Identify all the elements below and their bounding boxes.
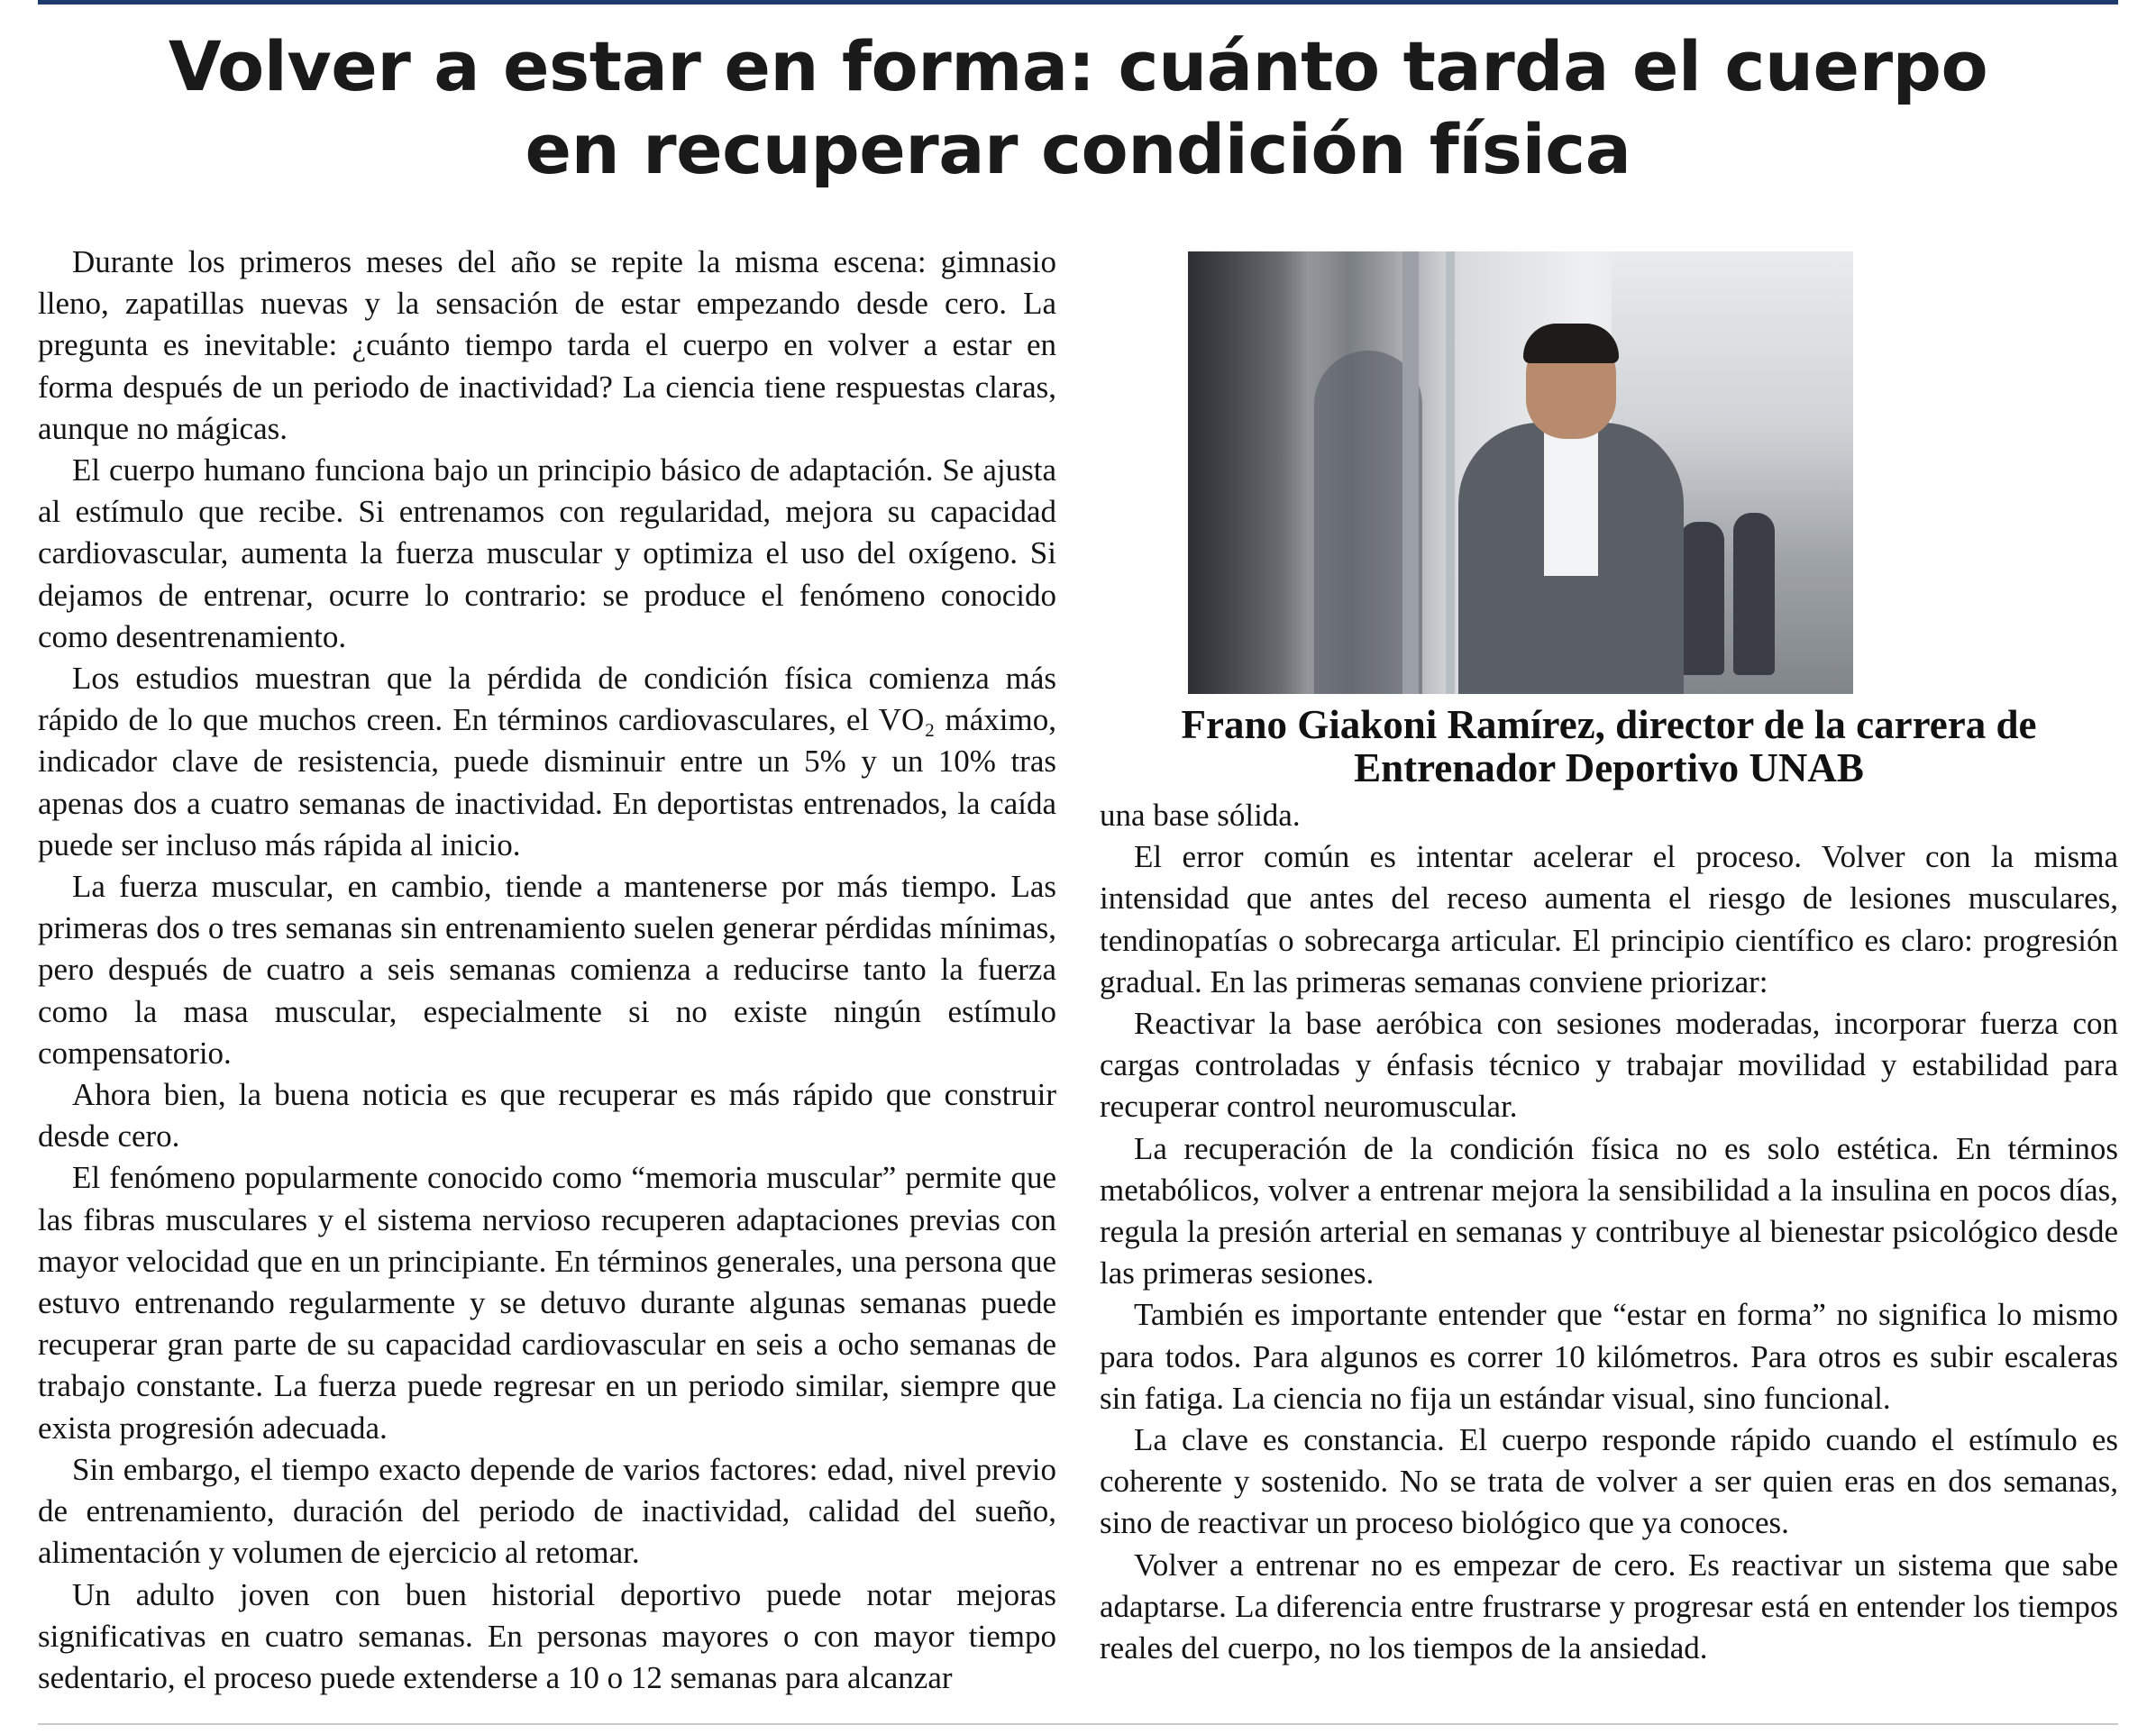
paragraph: También es importante entender que “estar en forma” no significa lo mismo para todos. Para algunos es correr 10 kilómetros. Para otros es subir escaleras sin fatiga. La ciencia no fija un estándar visual, sino funcional.	[1100, 1297, 2118, 1416]
photo-caption: Frano Giakoni Ramírez, director de la carrera de Entrenador Deportivo UNAB	[1181, 702, 2037, 790]
paragraph: Reactivar la base aeróbica con sesiones moderadas, incorporar fuerza con cargas controladas y énfasis técnico y trabajar movilidad y estabilidad para recuperar control neuromuscular.	[1100, 1006, 2118, 1125]
paragraph: Durante los primeros meses del año se repite la misma escena: gimnasio lleno, zapatillas nuevas y la sensación de estar empezando desde cero. La pregunta es inevitable: ¿cuánto tiempo tarda el cuerpo en volver a estar en forma después de un periodo de inactividad? La ciencia tiene respuestas claras, aunque no mágicas.	[38, 244, 1056, 446]
top-rule	[38, 0, 2118, 5]
left-column	[38, 242, 1056, 1699]
photo-person-hair	[1523, 324, 1619, 363]
paragraph: Los estudios muestran que la pérdida de condición física comienza más rápido de lo que muchos creen. En términos cardiovasculares, el VO₂ máximo, indicador clave de resistencia, puede disminuir entre un 5% y un 10% tras apenas dos a cuatro semanas de inactividad. En deportistas entrenados, la caída puede ser incluso más rápida al inicio.	[38, 661, 1056, 862]
paragraph: Ahora bien, la buena noticia es que recuperar es más rápido que construir desde cero.	[38, 1077, 1056, 1154]
paragraph: Volver a entrenar no es empezar de cero. Es reactivar un sistema que sabe adaptarse. La diferencia entre frustrarse y progresar está en entender los tiempos reales del cuerpo, no los tiempos de la ansiedad.	[1100, 1547, 2118, 1666]
photo-pillar	[1446, 251, 1455, 694]
article-title: Volver a estar en forma: cuánto tarda el cuerpo en recuperar condición física	[168, 26, 1988, 189]
photo-walker	[1679, 522, 1724, 675]
photo-pillar	[1402, 251, 1419, 694]
paragraph: Un adulto joven con buen historial deportivo puede notar mejoras significativas en cuatro semanas. En personas mayores o con mayor tiempo sedentario, el proceso puede extenderse a 10 o 12 semanas para alcanzar	[38, 1576, 1056, 1695]
right-column	[1100, 795, 2118, 1669]
paragraph: El fenómeno popularmente conocido como “memoria muscular” permite que las fibras musculares y el sistema nervioso recuperen adaptaciones previas con mayor velocidad que en un principiante. En términos generales, una persona que estuvo entrenando regularmente y se detuvo durante algunas semanas puede recuperar gran parte de su capacidad cardiovascular en seis a ocho semanas de trabajo constante. La fuerza puede regresar en un periodo similar, siempre que exista progresión adecuada.	[38, 1160, 1056, 1446]
paragraph: La fuerza muscular, en cambio, tiende a mantenerse por más tiempo. Las primeras dos o tres semanas sin entrenamiento suelen generar pérdidas mínimas, pero después de cuatro a seis semanas comienza a reducirse tanto la fuerza como la masa muscular, especialmente si no existe ningún estímulo compensatorio.	[38, 869, 1056, 1071]
paragraph: El error común es intentar acelerar el proceso. Volver con la misma intensidad que antes del receso aumenta el riesgo de lesiones musculares, tendinopatías o sobrecarga articular. El principio científico es claro: progresión gradual. En las primeras semanas conviene priorizar:	[1100, 839, 2118, 999]
bottom-rule	[38, 1723, 2118, 1725]
paragraph: El cuerpo humano funciona bajo un principio básico de adaptación. Se ajusta al estímulo que recibe. Si entrenamos con regularidad, mejora su capacidad cardiovascular, aumenta la fuerza muscular y optimiza el uso del oxígeno. Si dejamos de entrenar, ocurre lo contrario: se produce el fenómeno conocido como desentrenamiento.	[38, 452, 1056, 654]
photo-person-shirt	[1544, 432, 1598, 576]
portrait-photo	[1188, 251, 1853, 694]
paragraph: Sin embargo, el tiempo exacto depende de varios factores: edad, nivel previo de entrenamiento, duración del periodo de inactividad, calidad del sueño, alimentación y volumen de ejercicio al retomar.	[38, 1451, 1056, 1571]
paragraph: La recuperación de la condición física no es solo estética. En términos metabólicos, volver a entrenar mejora la sensibilidad a la insulina en pocos días, regula la presión arterial en semanas y contribuye al bienestar psicológico desde las primeras sesiones.	[1100, 1130, 2118, 1291]
paragraph: La clave es constancia. El cuerpo responde rápido cuando el estímulo es coherente y sostenido. No se trata de volver a ser quien eras en dos semanas, sino de reactivar un proceso biológico que ya conoces.	[1100, 1422, 2118, 1541]
paragraph: una base sólida.	[1100, 798, 1301, 833]
photo-walker	[1733, 513, 1775, 675]
